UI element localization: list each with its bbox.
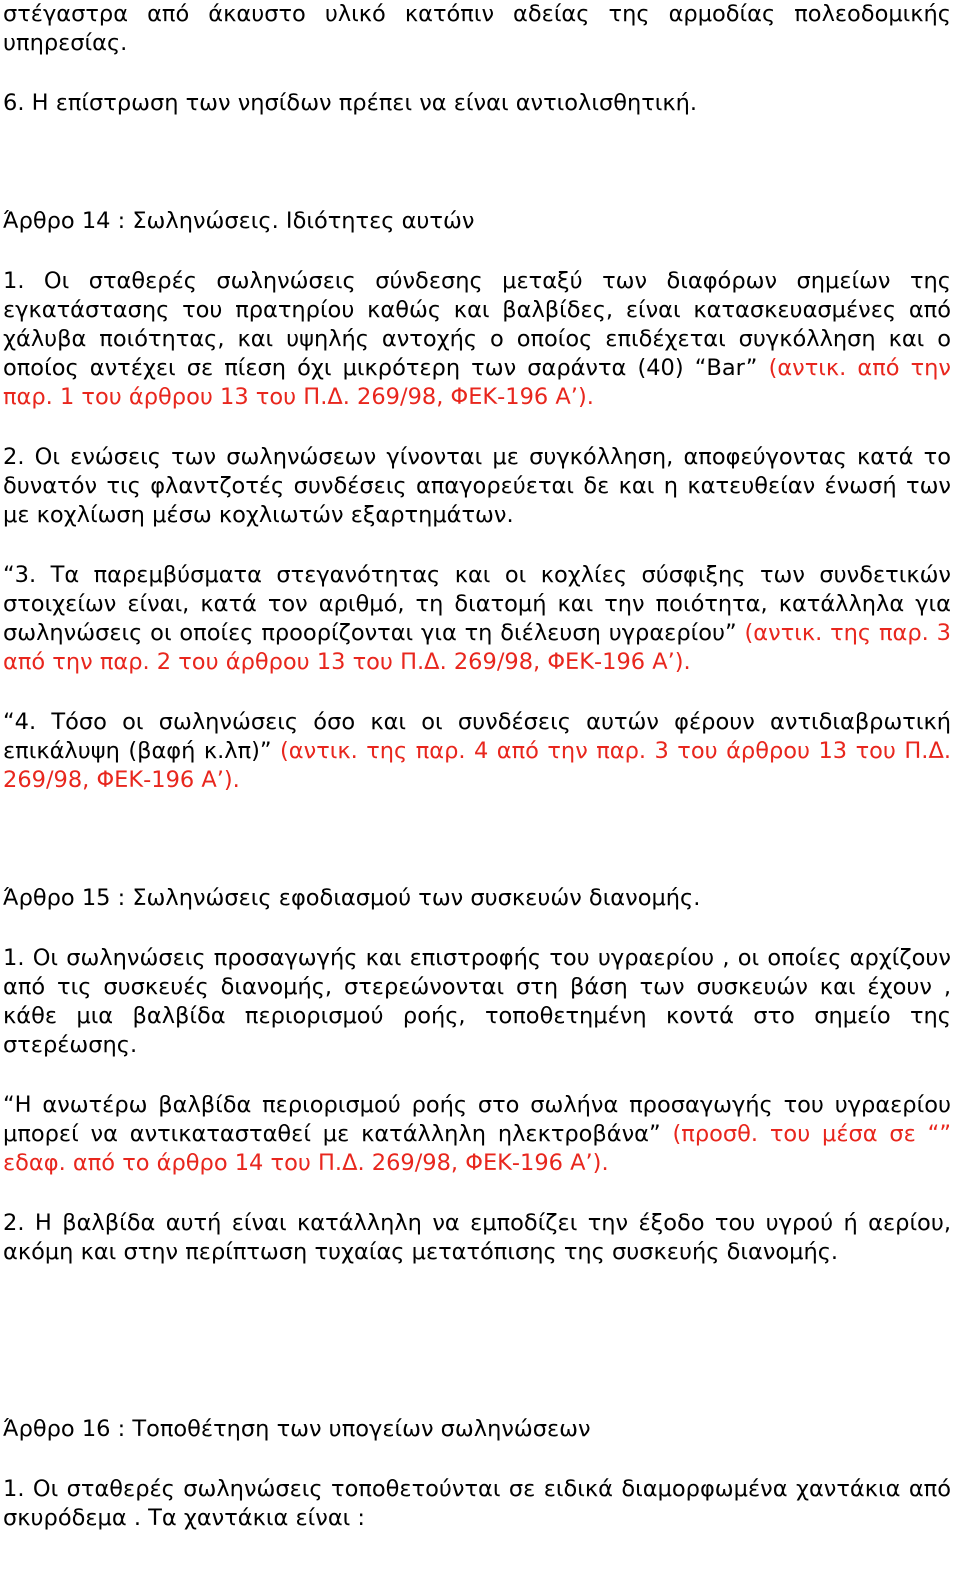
spacer [3,530,951,561]
paragraph-text: 2. Η βαλβίδα αυτή είναι κατάλληλη να εμποδίζει την έξοδο του υγρού ή αερίου, ακόμη και στην περίπτωση τυχαίας μετατόπισης της συσκευής διανομής. [3,1210,951,1265]
paragraph-text: 6. Η επίστρωση των νησίδων πρέπει να είναι αντιολισθητική. [3,90,698,116]
article-15-paragraph-2 [3,1209,951,1267]
paragraph-text: 1. Οι σωληνώσεις προσαγωγής και επιστροφής του υγραερίου , οι οποίες αρχίζουν από τις συσκευές διανομής, στερεώνονται στη βάση των συσκευών και έχουν , κάθε μια βαλβίδα περιορισμού ροής, τοποθετημένη κοντά στο σημείο της στερέωσης. [3,945,951,1058]
spacer [3,412,951,443]
paragraph-text: στέγαστρα από άκαυστο υλικό κατόπιν αδείας της αρμοδίας πολεοδομικής υπηρεσίας. [3,1,951,56]
paragraph-text: “Η ανωτέρω βαλβίδα περιορισμού ροής στο σωλήνα προσαγωγής του υγραερίου μπορεί να αντικατασταθεί με κατάλληλη ηλεκτροβάνα” [3,1092,951,1147]
article-15-paragraph-1b [3,1091,951,1178]
article-15-heading [3,884,951,913]
heading-text: Άρθρο 15 : Σωληνώσεις εφοδιασμού των συσκευών διανομής. [3,885,701,911]
paragraph-text: 1. Οι σταθερές σωληνώσεις τοποθετούνται σε ειδικά διαμορφωμένα χαντάκια από σκυρόδεμα . Τα χαντάκια είναι : [3,1476,951,1531]
spacer [3,1444,951,1475]
amendment-reference: (αντικ. της παρ. 3 από την παρ. 2 του άρθρου 13 του Π.Δ. 269/98, ΦΕΚ-196 Α’). [3,620,951,675]
spacer [3,677,951,708]
spacer [3,1267,951,1415]
amendment-reference: (προσθ. του μέσα σε “” εδαφ. από το άρθρο 14 του Π.Δ. 269/98, ΦΕΚ-196 Α’). [3,1121,951,1176]
paragraph-text: 2. Οι ενώσεις των σωληνώσεων γίνονται με συγκόλληση, αποφεύγοντας κατά το δυνατόν τις φλαντζοτές συνδέσεις απαγορεύεται δε και η κατευθείαν ένωσή των με κοχλίωση μέσω κοχλιωτών εξαρτημάτων. [3,444,951,528]
heading-text: Άρθρο 14 : Σωληνώσεις. Ιδιότητες αυτών [3,208,475,234]
article-14-paragraph-3 [3,561,951,677]
item-6-paragraph [3,89,951,118]
heading-text: Άρθρο 16 : Τοποθέτηση των υπογείων σωληνώσεων [3,1416,591,1442]
paragraph-text: “3. Τα παρεμβύσματα στεγανότητας και οι κοχλίες σύσφιξης των συνδετικών στοιχείων είναι, κατά τον αριθμό, τη διατομή και την ποιότητα, κατάλληλα για σωληνώσεις οι οποίες προορίζονται για τη διέλευση υγραερίου” [3,562,951,646]
amendment-reference: (αντικ. από την παρ. 1 του άρθρου 13 του Π.Δ. 269/98, ΦΕΚ-196 Α’). [3,355,952,410]
spacer [3,118,951,207]
document-page [3,0,951,1533]
spacer [3,913,951,944]
amendment-reference: (αντικ. της παρ. 4 από την παρ. 3 του άρθρου 13 του Π.Δ. 269/98, ΦΕΚ-196 Α’). [3,738,951,793]
spacer [3,1178,951,1209]
paragraph-text: 1. Οι σταθερές σωληνώσεις σύνδεσης μεταξύ των διαφόρων σημείων της εγκατάστασης του πρατηρίου καθώς και βαλβίδες, είναι κατασκευασμένες από χάλυβα ποιότητας, και υψηλής αντοχής ο οποίος επιδέχεται συγκόλληση και ο οποίος αντέχει σε πίεση όχι μικρότερη των σαράντα (40) “Bar” [3,268,951,381]
article-16-heading [3,1415,951,1444]
paragraph-text: “4. Τόσο οι σωληνώσεις όσο και οι συνδέσεις αυτών φέρουν αντιδιαβρωτική επικάλυψη (βαφή κ.λπ)” [3,709,951,764]
spacer [3,58,951,89]
article-14-paragraph-2 [3,443,951,530]
article-14-heading [3,207,951,236]
spacer [3,236,951,267]
spacer [3,1060,951,1091]
article-14-paragraph-4 [3,708,951,795]
article-16-paragraph-1 [3,1475,951,1533]
continuation-paragraph [3,0,951,58]
article-14-paragraph-1 [3,267,951,412]
article-15-paragraph-1 [3,944,951,1060]
spacer [3,795,951,884]
